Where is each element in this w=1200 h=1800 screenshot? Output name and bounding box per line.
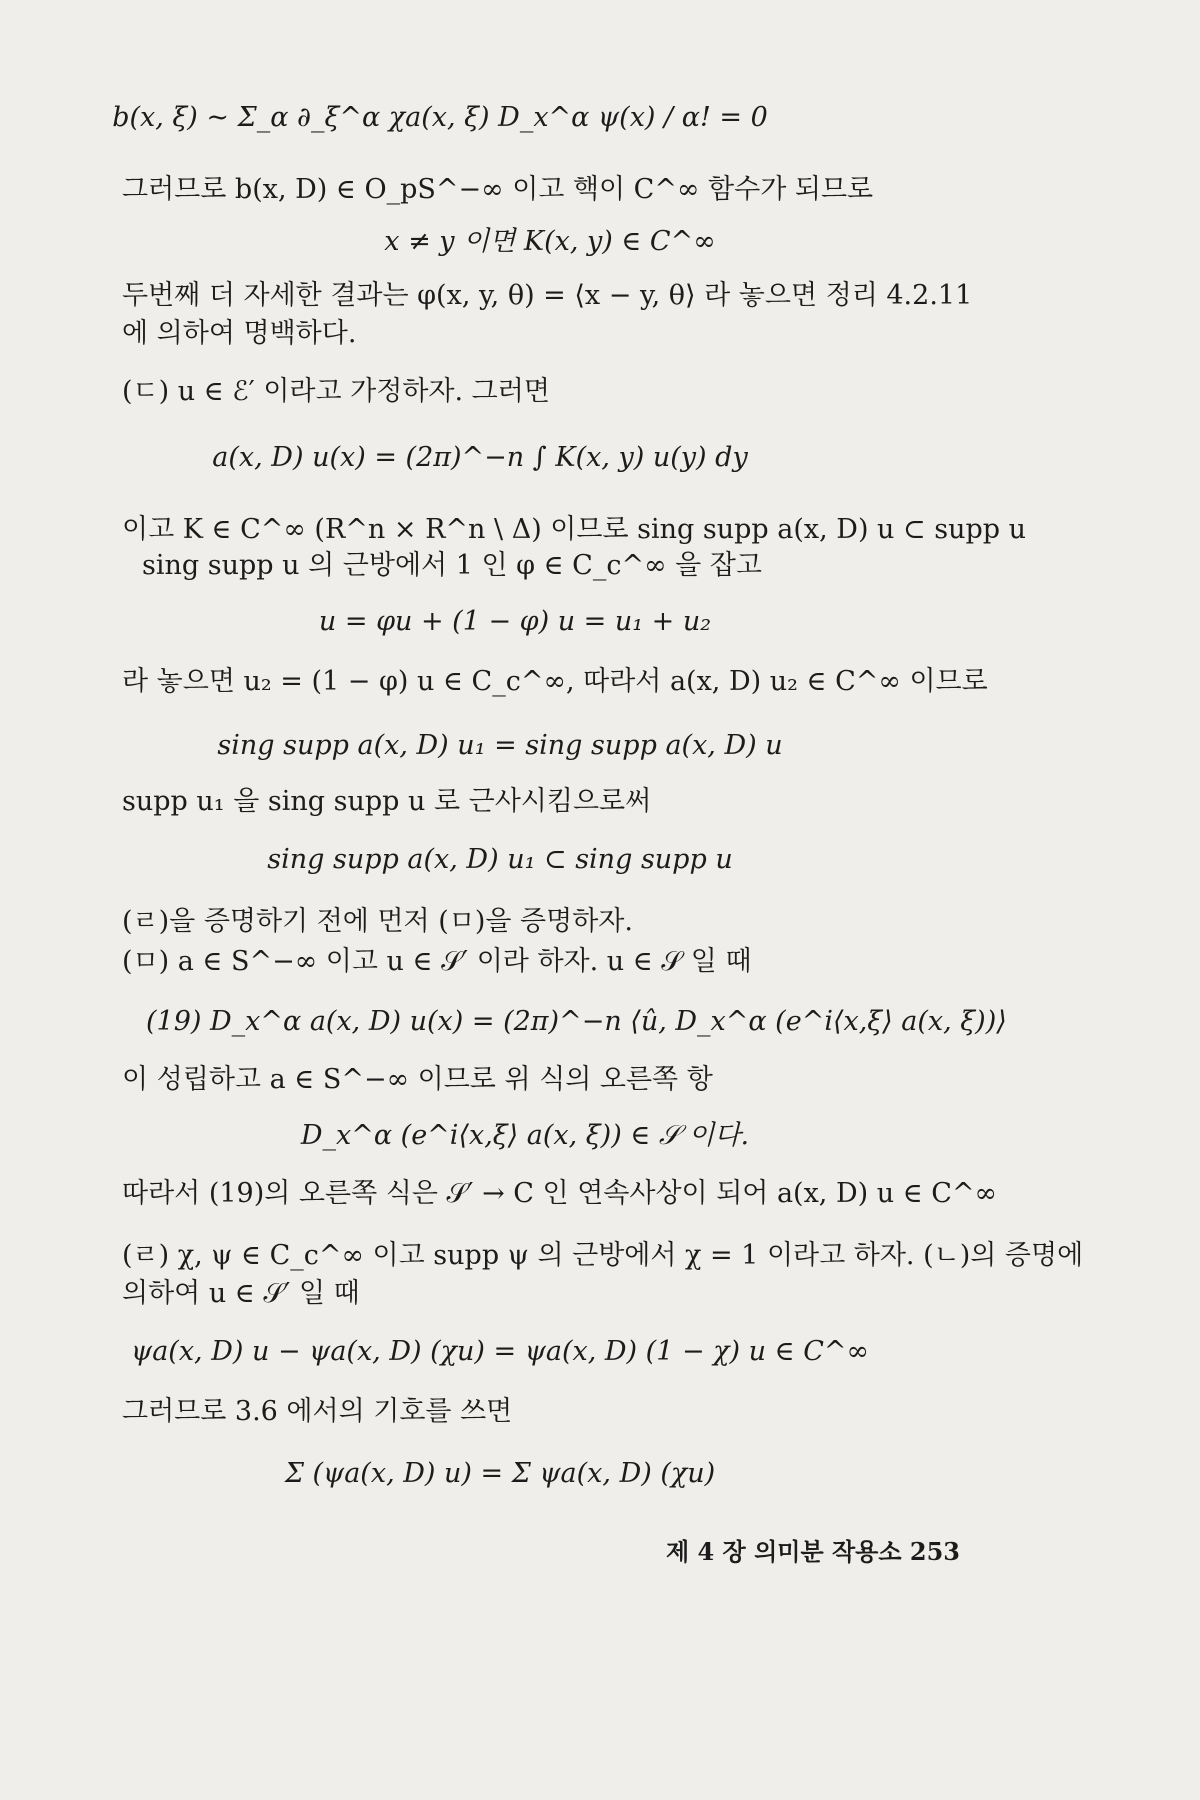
text-line-4: (ㄷ) u ∈ ℰ′ 이라고 가정하자. 그러면 — [122, 376, 550, 407]
page-footer: 제 4 장 의미분 작용소 253 — [665, 1537, 960, 1566]
text-line-1: 그러므로 b(x, D) ∈ O_pS^−∞ 이고 핵이 C^∞ 함수가 되므로 — [122, 174, 874, 205]
text-line-15: 그러므로 3.6 에서의 기호를 쓰면 — [122, 1396, 513, 1427]
equation-7: (19) D_x^α a(x, D) u(x) = (2π)^−n ⟨û, D_x^α (e^i⟨x,ξ⟩ a(x, ξ))⟩ — [146, 1006, 1007, 1037]
equation-6: sing supp a(x, D) u₁ ⊂ sing supp u — [267, 844, 733, 875]
text-line-6: sing supp u 의 근방에서 1 인 φ ∈ C_c^∞ 을 잡고 — [142, 550, 762, 581]
text-line-2: 두번째 더 자세한 결과는 φ(x, y, θ) = ⟨x − y, θ⟩ 라 놓으면 정리 4.2.11 — [122, 280, 973, 311]
text-line-5: 이고 K ∈ C^∞ (R^n × R^n \ Δ) 이므로 sing supp a(x, D) u ⊂ supp u — [122, 514, 1027, 545]
text-line-9: (ㄹ)을 증명하기 전에 먼저 (ㅁ)을 증명하자. — [122, 906, 633, 937]
text-line-13: (ㄹ) χ, ψ ∈ C_c^∞ 이고 supp ψ 의 근방에서 χ = 1 이라고 하자. (ㄴ)의 증명에 — [122, 1240, 1084, 1271]
text-line-8: supp u₁ 을 sing supp u 로 근사시킴으로써 — [122, 786, 652, 817]
text-line-11: 이 성립하고 a ∈ S^−∞ 이므로 위 식의 오른쪽 항 — [122, 1064, 713, 1095]
text-line-12: 따라서 (19)의 오른쪽 식은 𝒮′ → C 인 연속사상이 되어 a(x, D) u ∈ C^∞ — [122, 1178, 998, 1209]
equation-1: b(x, ξ) ~ Σ_α ∂_ξ^α χa(x, ξ) D_x^α ψ(x) / α! = 0 — [112, 102, 768, 133]
text-line-14: 의하여 u ∈ 𝒮′ 일 때 — [122, 1278, 360, 1309]
equation-9: ψa(x, D) u − ψa(x, D) (χu) = ψa(x, D) (1 − χ) u ∈ C^∞ — [131, 1336, 869, 1367]
equation-2: x ≠ y 이면 K(x, y) ∈ C^∞ — [384, 226, 716, 257]
equation-4: u = φu + (1 − φ) u = u₁ + u₂ — [318, 606, 712, 637]
text-line-3: 에 의하여 명백하다. — [122, 318, 357, 349]
text-line-7: 라 놓으면 u₂ = (1 − φ) u ∈ C_c^∞, 따라서 a(x, D) u₂ ∈ C^∞ 이므로 — [122, 666, 988, 697]
text-line-10: (ㅁ) a ∈ S^−∞ 이고 u ∈ 𝒮′ 이라 하자. u ∈ 𝒮 일 때 — [122, 946, 752, 977]
equation-10: Σ (ψa(x, D) u) = Σ ψa(x, D) (χu) — [284, 1458, 716, 1489]
equation-5: sing supp a(x, D) u₁ = sing supp a(x, D) u — [217, 730, 783, 761]
equation-8: D_x^α (e^i⟨x,ξ⟩ a(x, ξ)) ∈ 𝒮 이다. — [300, 1120, 750, 1151]
equation-3: a(x, D) u(x) = (2π)^−n ∫ K(x, y) u(y) dy — [212, 442, 748, 473]
